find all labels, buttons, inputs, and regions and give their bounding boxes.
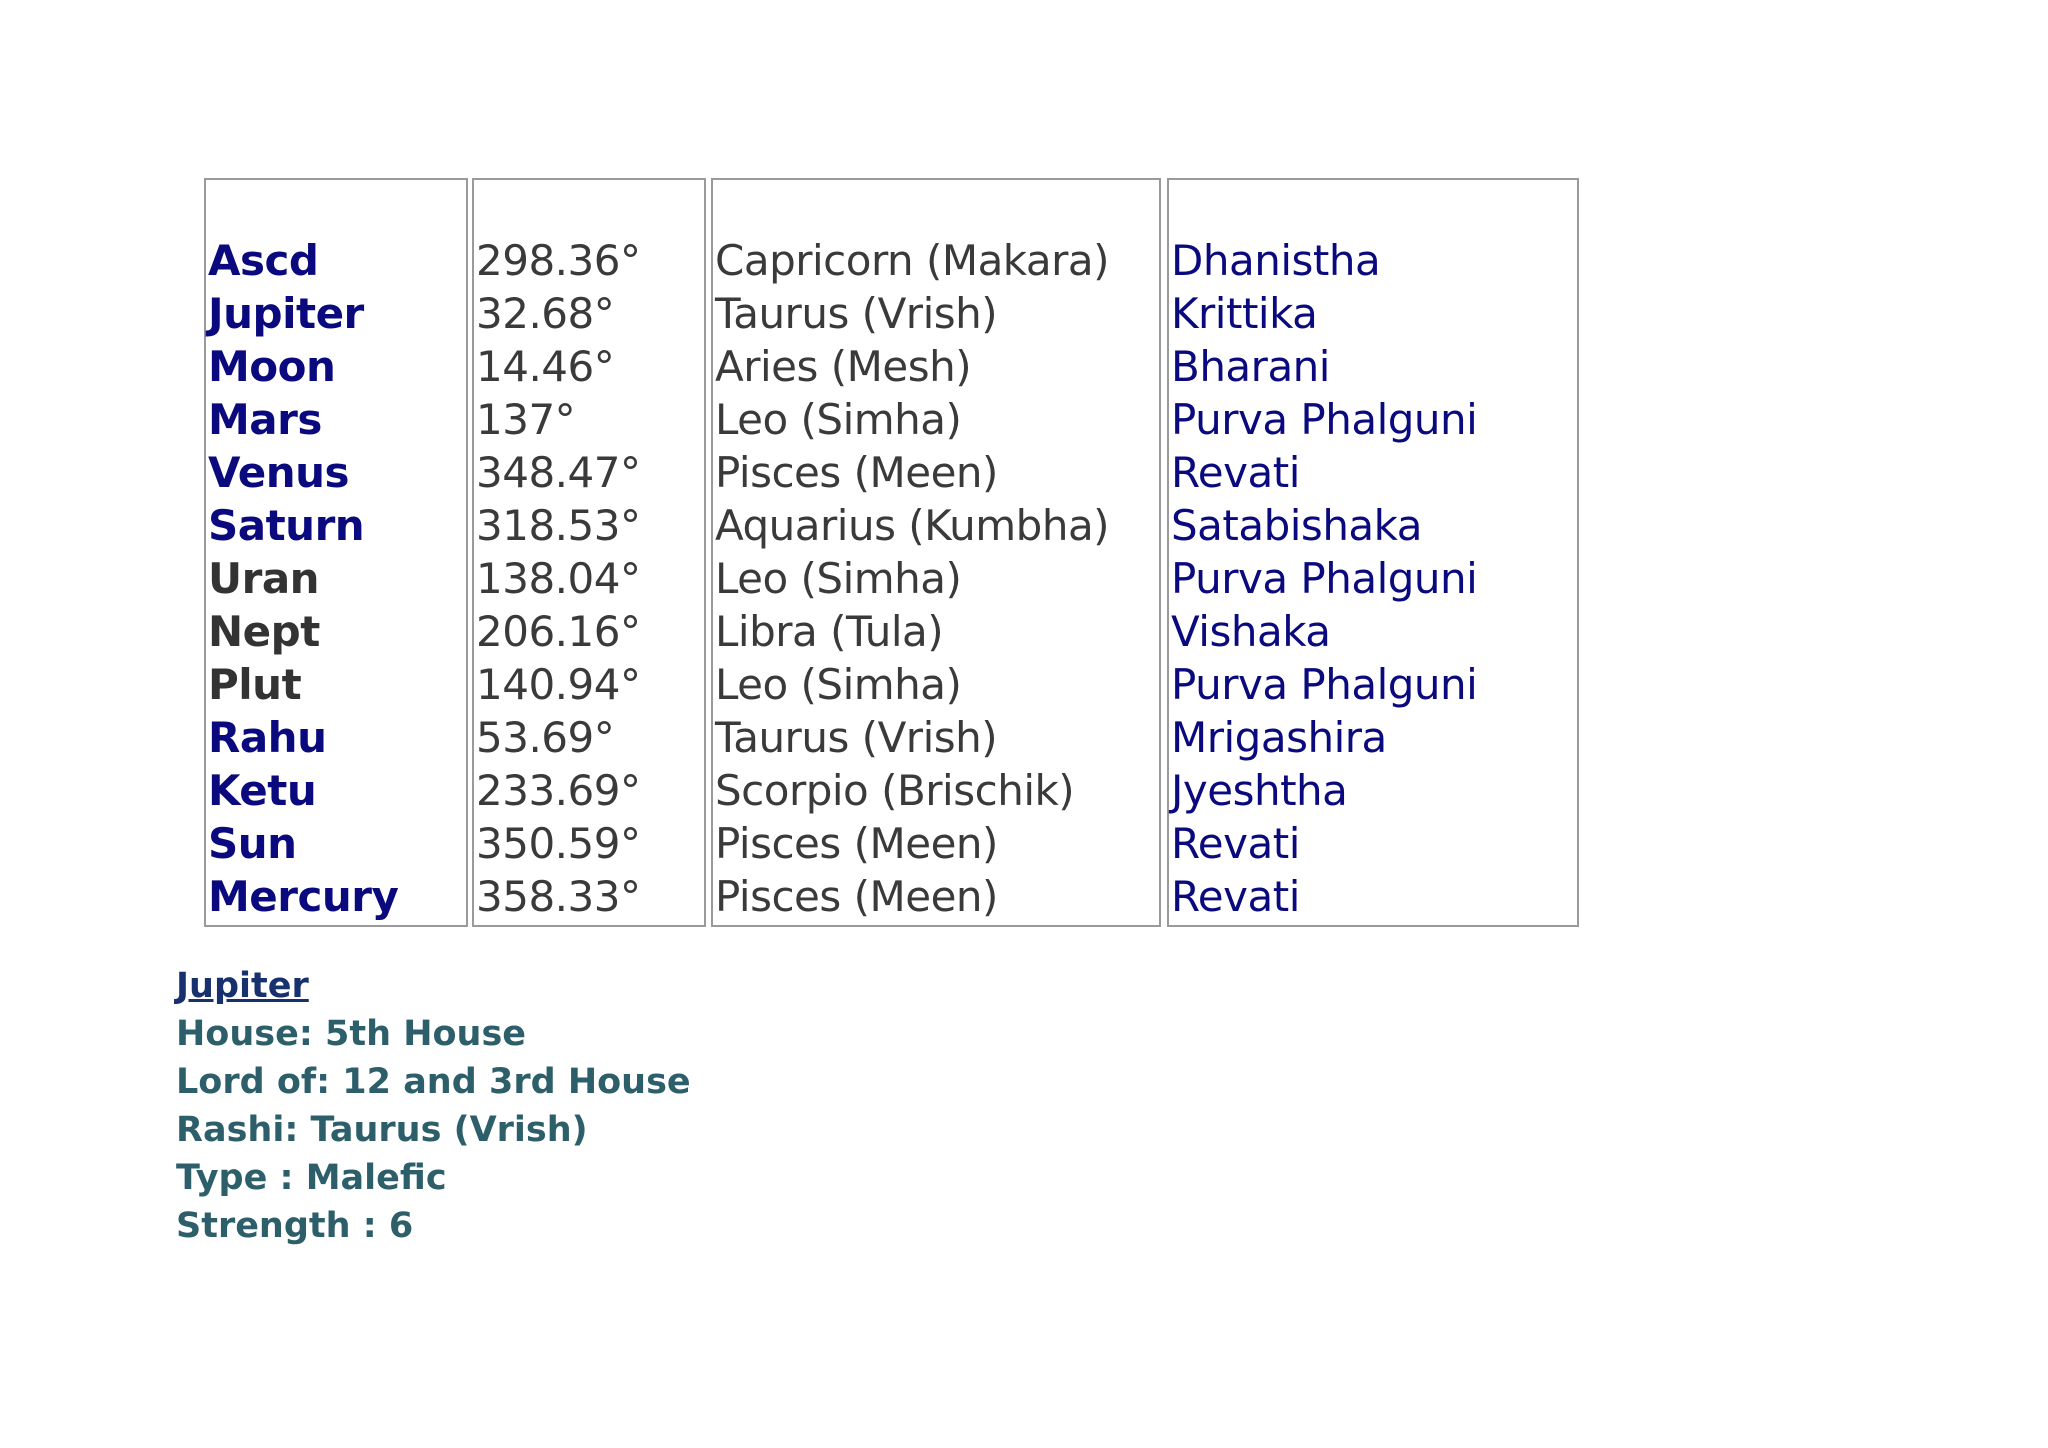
planet-nakshatra: Satabishaka [1171,501,1422,550]
planet-degree: 140.94° [476,660,641,709]
planet-name: Moon [208,342,336,391]
degree-column [472,178,706,927]
planet-rashi: Aries (Mesh) [715,342,972,391]
detail-house: House: 5th House [176,1014,527,1054]
planet-nakshatra: Purva Phalguni [1171,395,1478,444]
planet-degree: 358.33° [476,872,641,921]
planet-nakshatra: Jyeshtha [1171,766,1348,815]
planet-degree: 206.16° [476,607,641,656]
planet-degree: 137° [476,395,576,444]
planet-degree: 350.59° [476,819,641,868]
planet-name: Mercury [208,872,399,921]
planet-nakshatra: Krittika [1171,289,1318,338]
planet-rashi: Leo (Simha) [715,554,962,603]
nakshatra-column [1167,178,1579,927]
planet-nakshatra: Revati [1171,872,1300,921]
planet-rashi: Taurus (Vrish) [715,713,998,762]
degree-list [474,234,704,923]
planet-degree: 348.47° [476,448,641,497]
planet-name: Jupiter [208,289,364,338]
planet-name: Sun [208,819,297,868]
planet-rashi: Pisces (Meen) [715,819,998,868]
detail-lord-of: Lord of: 12 and 3rd House [176,1062,691,1102]
planet-rashi: Libra (Tula) [715,607,944,656]
planet-list [206,234,466,923]
planet-name: Saturn [208,501,365,550]
planet-degree: 298.36° [476,236,641,285]
planet-degree: 138.04° [476,554,641,603]
planet-rashi: Scorpio (Brischik) [715,766,1075,815]
planet-nakshatra: Vishaka [1171,607,1331,656]
detail-rashi: Rashi: Taurus (Vrish) [176,1110,588,1150]
planet-rashi: Pisces (Meen) [715,872,998,921]
rashi-list [713,234,1159,923]
planet-detail-panel [176,962,691,1250]
planet-degree: 53.69° [476,713,615,762]
planet-degree: 233.69° [476,766,641,815]
planet-rashi: Aquarius (Kumbha) [715,501,1110,550]
planet-name: Ketu [208,766,317,815]
planet-nakshatra: Purva Phalguni [1171,554,1478,603]
detail-title[interactable]: Jupiter [176,966,309,1006]
detail-type: Type : Malefic [176,1158,447,1198]
planet-nakshatra: Dhanistha [1171,236,1381,285]
planet-name: Plut [208,660,302,709]
nakshatra-list [1169,234,1577,923]
planet-column [204,178,468,927]
detail-strength: Strength : 6 [176,1206,414,1246]
planet-name: Nept [208,607,320,656]
planet-name: Rahu [208,713,327,762]
planet-nakshatra: Revati [1171,448,1300,497]
planet-degree: 318.53° [476,501,641,550]
planet-name: Mars [208,395,322,444]
planet-nakshatra: Bharani [1171,342,1330,391]
planet-degree: 14.46° [476,342,615,391]
planet-rashi: Taurus (Vrish) [715,289,998,338]
rashi-column [711,178,1161,927]
planet-nakshatra: Mrigashira [1171,713,1387,762]
planet-name: Uran [208,554,320,603]
planet-name: Venus [208,448,349,497]
planet-nakshatra: Purva Phalguni [1171,660,1478,709]
planet-rashi: Leo (Simha) [715,660,962,709]
planet-nakshatra: Revati [1171,819,1300,868]
planet-rashi: Leo (Simha) [715,395,962,444]
planet-degree: 32.68° [476,289,615,338]
planet-rashi: Pisces (Meen) [715,448,998,497]
planet-name: Ascd [208,236,319,285]
planet-rashi: Capricorn (Makara) [715,236,1110,285]
